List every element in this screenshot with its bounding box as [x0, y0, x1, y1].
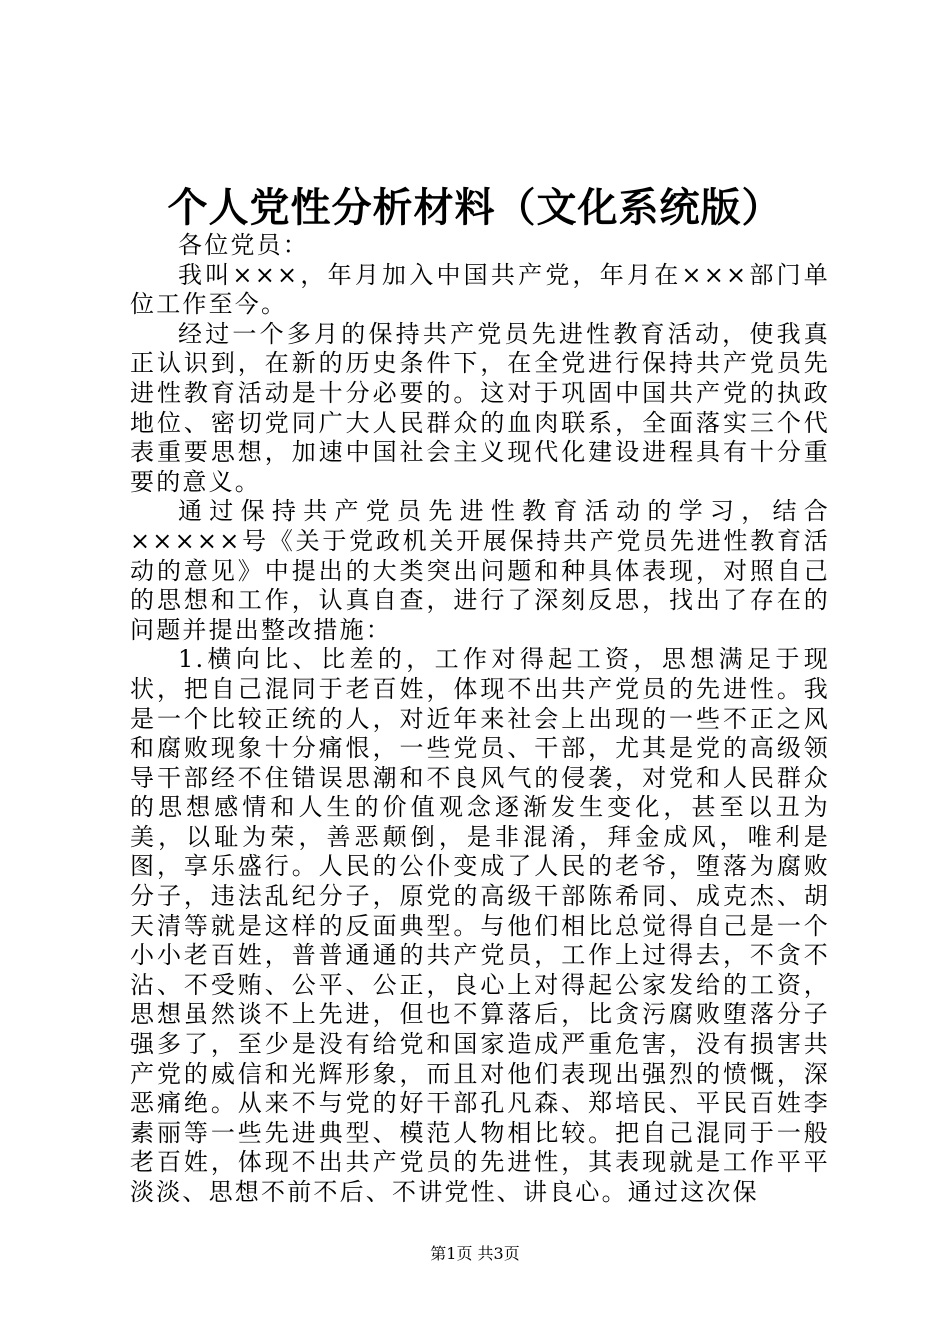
paragraph-intro: 我叫×××，年月加入中国共产党，年月在×××部门单位工作至今。 [130, 260, 830, 319]
document-body [130, 231, 830, 1208]
document-title: 个人党性分析材料（文化系统版） [167, 185, 783, 231]
page-indicator: 第1页 共3页 [430, 1244, 520, 1263]
paragraph-issue-1: 1.横向比、比差的，工作对得起工资，思想满足于现状，把自己混同于老百姓，体现不出共产党员的先进性。我是一个比较正统的人，对近年来社会上出现的一些不正之风和腐败现象十分痛恨，一些党员、干部，尤其是党的高级领导干部经不住错误思潮和不良风气的侵袭，对党和人民群众的思想感情和人生的价值观念逐渐发生变化，甚至以丑为美，以耻为荣，善恶颠倒，是非混淆，拜金成风，唯利是图，享乐盛行。人民的公仆变成了人民的老爷，堕落为腐败分子，违法乱纪分子，原党的高级干部陈希同、成克杰、胡天清等就是这样的反面典型。与他们相比总觉得自己是一个小小老百姓，普普通通的共产党员，工作上过得去，不贪不沾、不受贿、公平、公正，良心上对得起公家发给的工资，思想虽然谈不上先进，但也不算落后，比贪污腐败堕落分子强多了，至少是没有给党和国家造成严重危害，没有损害共产党的威信和光辉形象，而且对他们表现出强烈的愤慨，深恶痛绝。从来不与党的好干部孔凡森、郑培民、平民百姓李素丽等一些先进典型、模范人物相比较。把自己混同于一般老百姓，体现不出共产党员的先进性，其表现就是工作平平淡淡、思想不前不后、不讲党性、讲良心。通过这次保 [130, 645, 830, 1206]
paragraph-significance: 经过一个多月的保持共产党员先进性教育活动，使我真正认识到，在新的历史条件下，在全党进行保持共产党员先进性教育活动是十分必要的。这对于巩固中国共产党的执政地位、密切党同广大人民群众的血肉联系，全面落实三个代表重要思想，加速中国社会主义现代化建设进程具有十分重要的意义。 [130, 319, 830, 496]
paragraph-self-review: 通过保持共产党员先进性教育活动的学习，结合×××××号《关于党政机关开展保持共产党员先进性教育活动的意见》中提出的大类突出问题和种具体表现，对照自己的思想和工作，认真自查，进行了深刻反思，找出了存在的问题并提出整改措施： [130, 497, 830, 644]
salutation: 各位党员： [178, 231, 309, 259]
